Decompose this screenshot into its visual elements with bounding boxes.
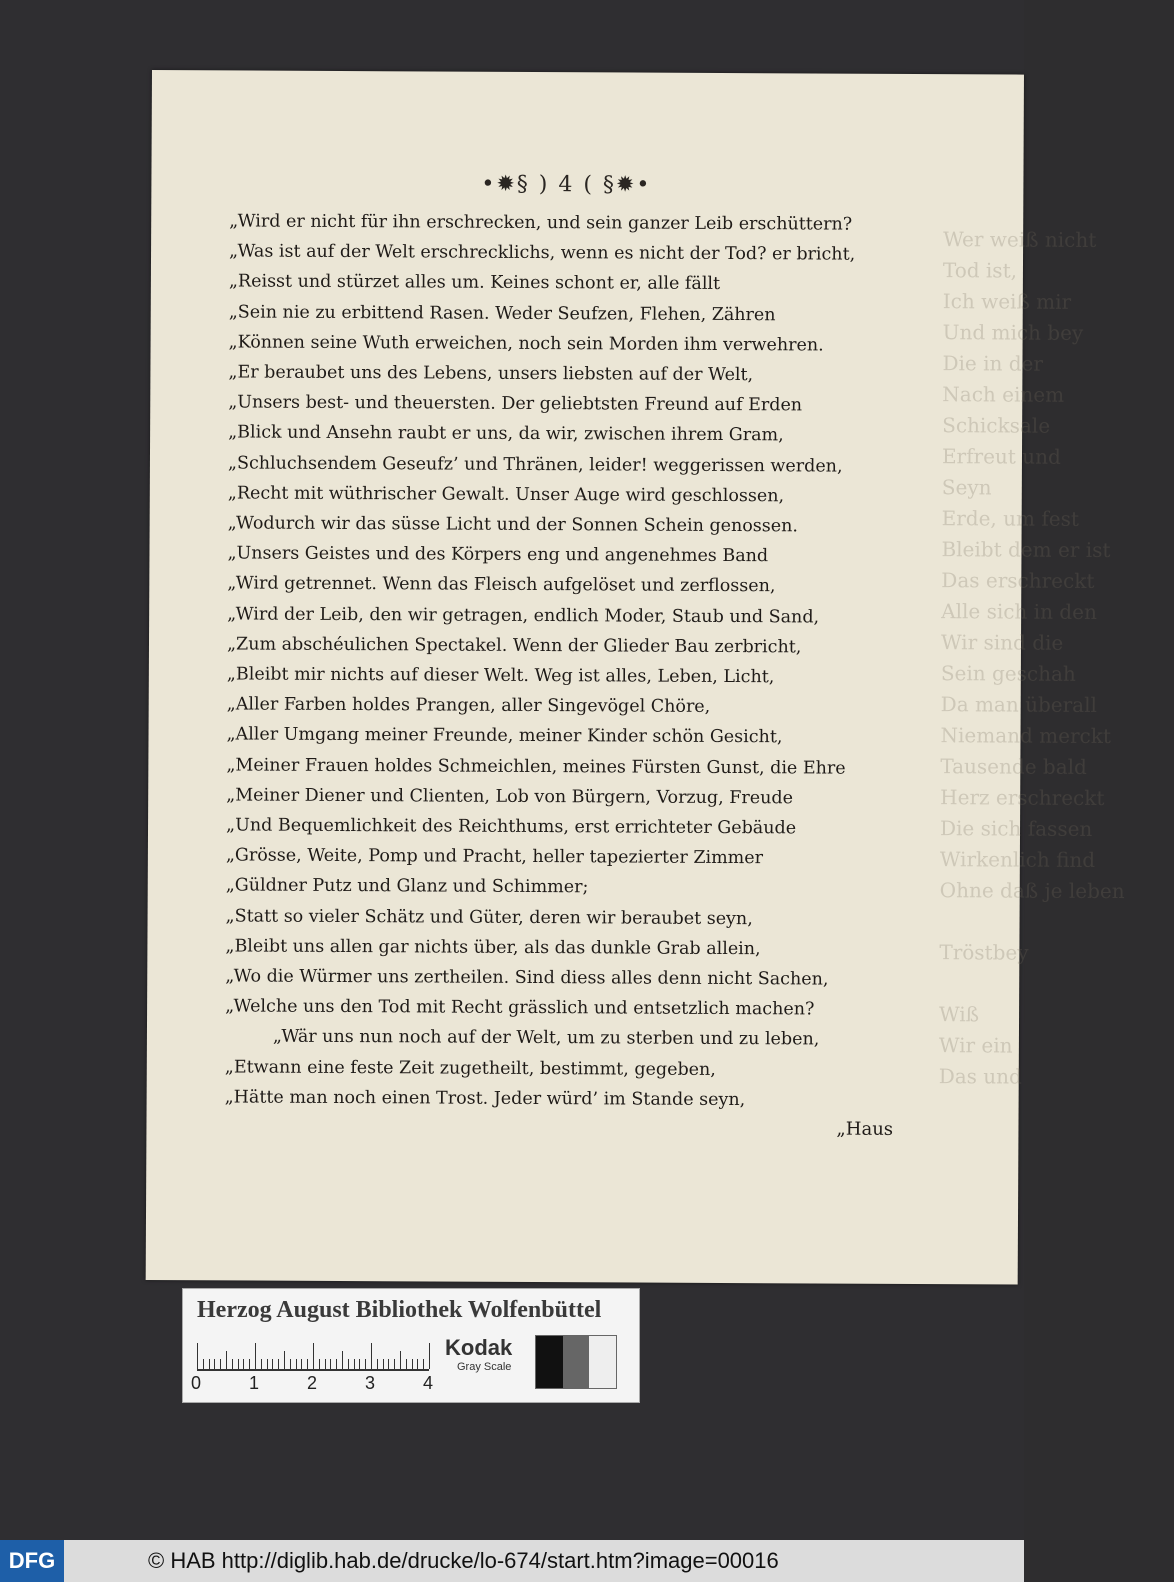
ruler-tick (203, 1359, 204, 1369)
text-line: „Hätte man noch einen Trost. Jeder würd’ im Stande seyn, (224, 1087, 746, 1111)
ruler-tick (290, 1359, 291, 1369)
swatch-white (589, 1336, 616, 1388)
kodak-logo: Kodak (445, 1335, 513, 1360)
ruler-number: 4 (423, 1373, 434, 1393)
ruler-tick (330, 1359, 331, 1369)
text-line: „Wird getrennet. Wenn das Fleisch aufgelöset und zerflossen, (227, 573, 776, 597)
copyright-credit: © HAB http://diglib.hab.de/drucke/lo-674/start.htm?image=00016 (148, 1548, 779, 1573)
swatch-black (536, 1336, 563, 1388)
library-name: Herzog August Bibliothek Wolfenbüttel (197, 1297, 602, 1323)
ruler-number: 0 (191, 1373, 202, 1393)
ruler-number: 1 (249, 1373, 260, 1393)
text-line: „Meiner Frauen holdes Schmeichlen, meines Fürsten Gunst, die Ehre (226, 755, 846, 779)
ruler-tick (388, 1359, 389, 1369)
text-line: „Blick und Ansehn raubt er uns, da wir, zwischen ihrem Gram, (228, 422, 784, 446)
ruler-tick (371, 1343, 372, 1369)
text-line: „Er beraubet uns des Lebens, unsers liebsten auf der Welt, (228, 362, 754, 386)
text-line: „Wär uns nun noch auf der Welt, um zu sterben und zu leben, (272, 1027, 820, 1050)
ruler-tick (284, 1351, 285, 1369)
text-line: „Und Bequemlichkeit des Reichthums, erst errichteter Gebäude (225, 815, 797, 839)
ruler-tick (214, 1359, 215, 1369)
ruler-number: 2 (307, 1373, 318, 1393)
text-line: „Zum abschéulichen Spectakel. Wenn der Glieder Bau zerbricht, (226, 634, 802, 658)
text-line: „Wird er nicht für ihn erschrecken, und sein ganzer Leib erschüttern? (229, 211, 853, 235)
ruler-tick (232, 1359, 233, 1369)
ruler-tick (267, 1359, 268, 1369)
text-line: „Was ist auf der Welt erschrecklichs, wenn es nicht der Tod? er bricht, (228, 241, 856, 265)
ruler-tick (278, 1359, 279, 1369)
ruler-tick (342, 1351, 343, 1369)
gray-scale-swatches (535, 1335, 617, 1389)
ruler-tick (261, 1359, 262, 1369)
ruler-tick (377, 1359, 378, 1369)
text-line: „Reisst und stürzet alles um. Keines schont er, alle fällt (228, 271, 721, 295)
dfg-logo: DFG (0, 1540, 64, 1582)
ruler-tick (348, 1359, 349, 1369)
ruler-tick (301, 1359, 302, 1369)
ruler-tick (394, 1359, 395, 1369)
ruler-tick (313, 1343, 314, 1369)
bleed-through-text: Wer weiß nicht Tod ist, Ich weiß mir Und mich bey Die in der Nach einem Schicksale Erfreut und Seyn Erde, um fest Bleibt dem er ist Das erschreckt Alle sich in den Wir sind die Sein geschah Da man überall Niemand merckt Tausende bald Herz erschreckt Die sich fassen Wirkenlich find Ohne daß je leben Tröstbey Wiß Wir ein Das und (938, 227, 1125, 1089)
text-line: „Sein nie zu erbittend Rasen. Weder Seufzen, Flehen, Zähren (228, 302, 776, 325)
poem-text (225, 206, 870, 1115)
ruler-tick (406, 1359, 407, 1369)
text-line: „Grösse, Weite, Pomp und Pracht, heller tapezierter Zimmer (225, 845, 764, 869)
ruler-tick (307, 1359, 308, 1369)
ruler-tick (423, 1359, 424, 1369)
ruler-tick (412, 1359, 413, 1369)
text-line: „Schluchsendem Geseufz’ und Thränen, leider! weggerissen werden, (227, 453, 843, 477)
ruler-tick (417, 1359, 418, 1369)
ruler-number: 3 (365, 1373, 376, 1393)
catchword: „Haus (836, 1118, 894, 1140)
text-line: „Güldner Putz und Glanz und Schimmer; (225, 875, 589, 898)
ruler-tick (336, 1359, 337, 1369)
gray-scale-label: Gray Scale (457, 1361, 512, 1373)
ruler-tick (255, 1343, 256, 1369)
text-line: „Bleibt mir nichts auf dieser Welt. Weg ist alles, Leben, Licht, (226, 664, 775, 688)
book-page (146, 70, 1125, 1285)
text-line: „Recht mit wüthrischer Gewalt. Unser Auge wird geschlossen, (227, 483, 785, 507)
footer-bar (0, 1540, 1024, 1582)
text-line: „Aller Farben holdes Prangen, aller Singevögel Chöre, (226, 694, 711, 718)
text-line: „Können seine Wuth erweichen, noch sein Morden ihm verwehren. (228, 332, 824, 356)
text-line: „Welche uns den Tod mit Recht grässlich und entsetzlich machen? (225, 996, 815, 1020)
text-line: „Etwann eine feste Zeit zugetheilt, bestimmt, gegeben, (224, 1057, 716, 1080)
text-line: „Unsers Geistes und des Körpers eng und angenehmes Band (227, 543, 769, 567)
ruler-tick (354, 1359, 355, 1369)
ruler-tick (325, 1359, 326, 1369)
text-line: „Wodurch wir das süsse Licht und der Sonnen Schein genossen. (227, 513, 799, 537)
ruler-tick (296, 1359, 297, 1369)
text-line: „Aller Umgang meiner Freunde, meiner Kinder schön Gesicht, (226, 724, 783, 748)
text-line: „Statt so vieler Schätz und Güter, deren wir beraubet seyn, (225, 906, 753, 929)
ruler-tick (238, 1359, 239, 1369)
ruler-tick (243, 1359, 244, 1369)
ruler-tick (365, 1359, 366, 1369)
text-line: „Meiner Diener und Clienten, Lob von Bürgern, Vorzug, Freude (226, 785, 794, 809)
running-header: •✹§ ) 4 ( §✹• (481, 171, 652, 198)
swatch-gray (563, 1336, 590, 1388)
ruler-tick (272, 1359, 273, 1369)
ruler-tick (319, 1359, 320, 1369)
text-line: „Wird der Leib, den wir getragen, endlich Moder, Staub und Sand, (227, 604, 820, 628)
ruler-tick (359, 1359, 360, 1369)
ruler-tick (400, 1351, 401, 1369)
ruler-tick (383, 1359, 384, 1369)
ruler-tick (249, 1359, 250, 1369)
ruler-tick (429, 1343, 430, 1369)
ruler-tick (226, 1351, 227, 1369)
color-reference-card (182, 1288, 640, 1403)
text-line: „Wo die Würmer uns zertheilen. Sind diess alles denn nicht Sachen, (225, 966, 829, 990)
ruler (197, 1339, 429, 1371)
ruler-tick (209, 1359, 210, 1369)
text-line: „Unsers best- und theuersten. Der geliebtsten Freund auf Erden (228, 392, 803, 416)
ruler-tick (220, 1359, 221, 1369)
ruler-tick (197, 1343, 198, 1369)
text-line: „Bleibt uns allen gar nichts über, als das dunkle Grab allein, (225, 936, 761, 960)
